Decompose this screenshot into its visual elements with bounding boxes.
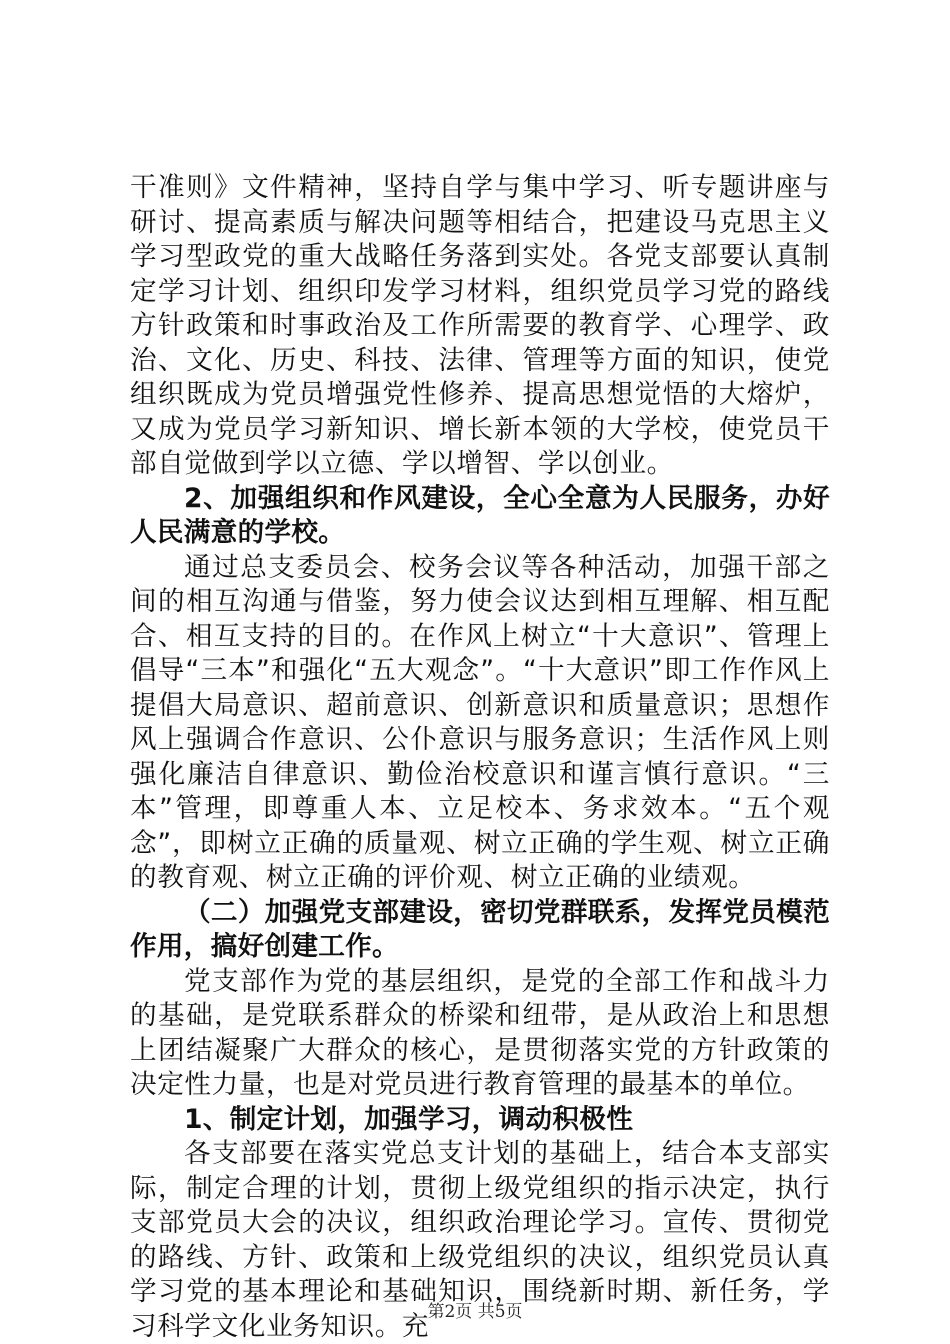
heading-party-branch: （二）加强党支部建设，密切党群联系，发挥党员模范作用，搞好创建工作。: [130, 896, 830, 962]
paragraph-organization-style: 通过总支委员会、校务会议等各种活动，加强干部之间的相互沟通与借鉴，努力使会议达到相互理解、相互配合、相互支持的目的。在作风上树立“十大意识”、管理上倡导“三本”和强化“五大观念”。“十大意识”即工作作风上提倡大局意识、超前意识、创新意识和质量意识；思想作风上强调合作意识、公仆意识与服务意识；生活作风上则强化廉洁自律意识、勤俭治校意识和谨言慎行意识。“三本”管理，即尊重人本、立足校本、务求效本。“五个观念”，即树立正确的质量观、树立正确的学生观、树立正确的教育观、树立正确的评价观、树立正确的业绩观。: [130, 551, 830, 893]
page-number-footer: 第2页 共5页: [427, 1302, 523, 1322]
paragraph-party-branch: 党支部作为党的基层组织，是党的全部工作和战斗力的基础，是党联系群众的桥梁和纽带，是从政治上和思想上团结凝聚广大群众的核心，是贯彻落实党的方针政策的决定性力量，也是对党员进行教育管理的最基本的单位。: [130, 965, 830, 1100]
paragraph-plan-study: 各支部要在落实党总支计划的基础上，结合本支部实际，制定合理的计划，贯彻上级党组织的指示决定，执行支部党员大会的决议，组织政治理论学习。宣传、贯彻党的路线、方针、政策和上级党组织的决议，组织党员认真学习党的基本理论和基础知识，围绕新时期、新任务，学习科学文化业务知识。充: [130, 1138, 830, 1342]
paragraph-study-continuation: 干准则》文件精神，坚持自学与集中学习、听专题讲座与研讨、提高素质与解决问题等相结合，把建设马克思主义学习型政党的重大战略任务落到实处。各党支部要认真制定学习计划、组织印发学习材料，组织党员学习党的路线方针政策和时事政治及工作所需要的教育学、心理学、政治、文化、历史、科技、法律、管理等方面的知识，使党组织既成为党员增强党性修养、提高思想觉悟的大熔炉，又成为党员学习新知识、增长新本领的大学校，使党员干部自觉做到学以立德、学以增智、学以创业。: [130, 172, 830, 479]
heading-organization-style: 2、加强组织和作风建设，全心全意为人民服务，办好人民满意的学校。: [130, 482, 830, 548]
heading-plan-study: 1、制定计划，加强学习，调动积极性: [184, 1103, 634, 1135]
document-body: [130, 171, 830, 1344]
